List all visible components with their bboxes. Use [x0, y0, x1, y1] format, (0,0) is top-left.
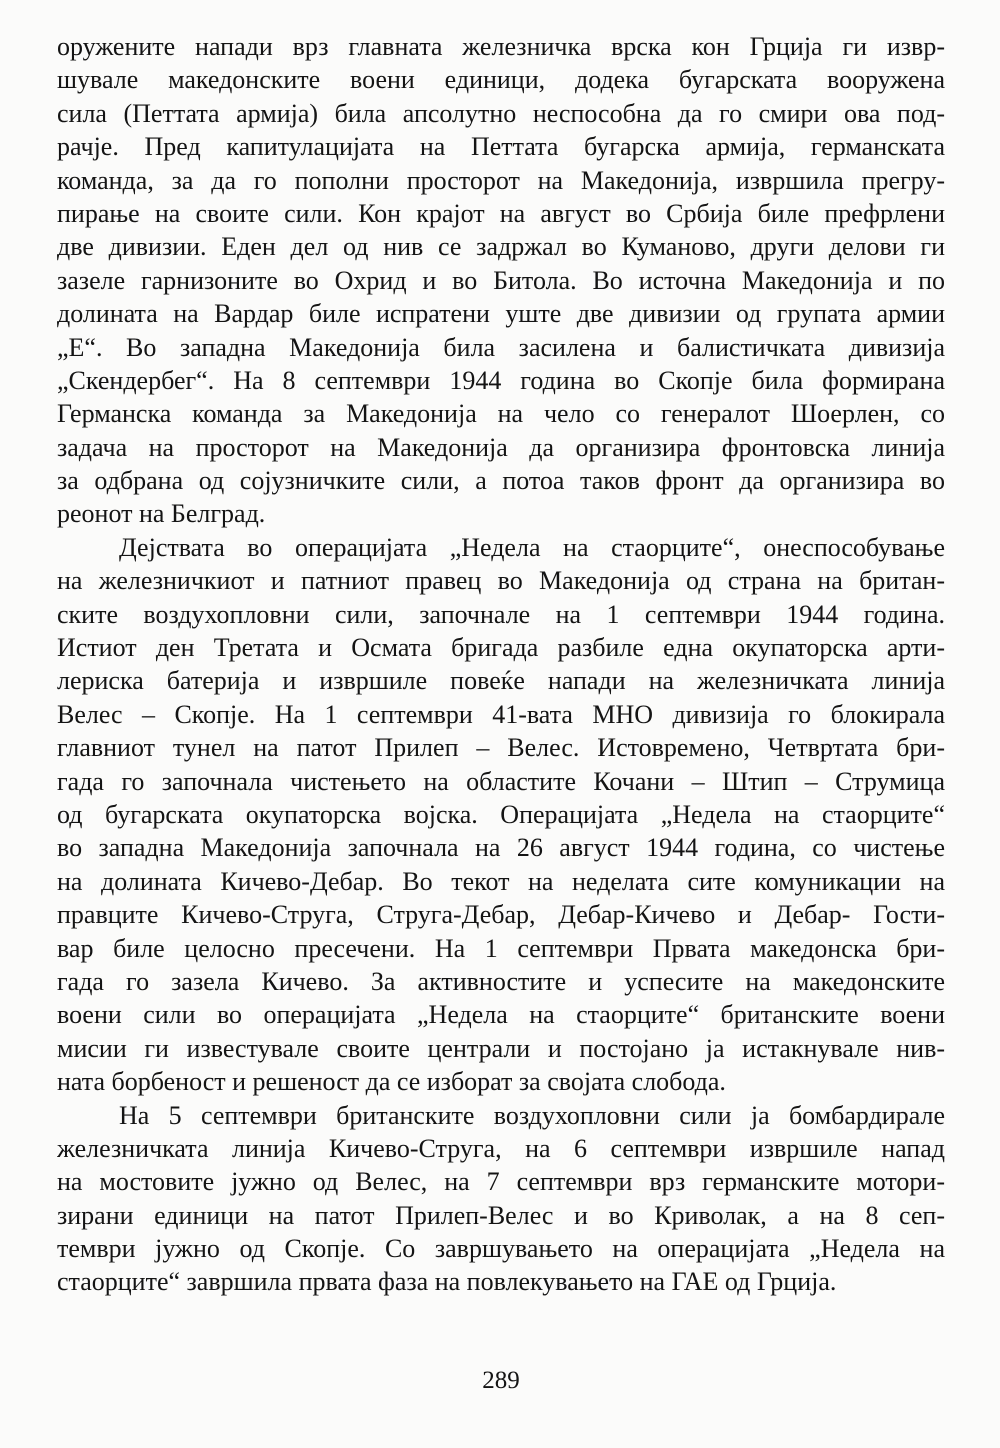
text-line: на долината Кичево-Дебар. Во текот на неделата сите комуникации на [57, 866, 945, 896]
text-line: сила (Петтата армија) била апсолутно неспособна да го смири ова под- [57, 98, 945, 128]
text-line: реонот на Белград. [57, 499, 266, 529]
text-line: Германска команда за Македонија на чело со генералот Шоерлен, со [57, 399, 945, 429]
text-line: ските воздухопловни сили, започнале на 1 септември 1944 година. [57, 599, 945, 629]
text-line: за одбрана од сојузничките сили, а потоа таков фронт да организира во [57, 466, 945, 496]
text-line: тември јужно од Скопје. Со завршувањето на операцијата „Недела на [57, 1234, 945, 1264]
text-line: стаорците“ завршила првата фаза на повлекувањето на ГАЕ од Грција. [57, 1267, 837, 1297]
text-line: рачје. Пред капитулацијата на Петтата бугарска армија, германската [57, 132, 945, 162]
text-line: на железничкиот и патниот правец во Македонија од страна на британ- [57, 566, 945, 596]
text-line: мисии ги известувале своите централи и постојано ја истакнувале нив- [57, 1033, 945, 1063]
text-line: ната борбеност и решеност да се изборат за својата слобода. [57, 1067, 726, 1097]
body-text-block [57, 30, 945, 1299]
text-line: задача на просторот на Македонија да организира фронтовска линија [57, 432, 945, 462]
text-line: Велес – Скопје. На 1 септември 41-вата МНО дивизија го блокирала [57, 699, 945, 729]
text-line: пирање на своите сили. Кон крајот на август во Србија биле префрлени [57, 198, 945, 228]
text-line: железничката линија Кичево-Струга, на 6 септември извршиле напад [57, 1133, 945, 1163]
text-line: зазеле гарнизоните во Охрид и во Битола. Во источна Македонија и по [57, 265, 945, 295]
text-line: „Е“. Во западна Македонија била засилена и балистичката дивизија [57, 332, 945, 362]
text-line: вар биле целосно пресечени. На 1 септември Првата македонска бри- [57, 933, 945, 963]
page-number: 289 [482, 1367, 520, 1394]
text-line: долината на Вардар биле испратени уште две дивизии од групата армии [57, 299, 945, 329]
text-line: во западна Македонија започнала на 26 август 1944 година, со чистење [57, 833, 945, 863]
text-line: гада го зазела Кичево. За активностите и успесите на македонските [57, 966, 945, 996]
text-line: Истиот ден Третата и Осмата бригада разбиле една окупаторска арти- [57, 633, 945, 663]
text-line: оружените напади врз главната железничка врска кон Грција ги извр- [57, 32, 945, 61]
paragraph [57, 531, 945, 1099]
paragraph [57, 30, 945, 531]
text-line: воени сили во операцијата „Недела на стаорците“ британските воени [57, 1000, 945, 1030]
text-line: „Скендербег“. На 8 септември 1944 година во Скопје била формирана [57, 365, 945, 395]
text-line: На 5 септември британските воздухопловни сили ја бомбардирале [119, 1100, 945, 1130]
text-line: две дивизии. Еден дел од нив се задржал во Куманово, други делови ги [57, 232, 945, 262]
text-line: главниот тунел на патот Прилеп – Велес. Истовремено, Четвртата бри- [57, 733, 945, 763]
text-line: Дејствата во операцијата „Недела на стаорците“, онеспособување [119, 532, 945, 562]
text-line: зирани единици на патот Прилеп-Велес и во Криволак, а на 8 сеп- [57, 1200, 945, 1230]
paragraph [57, 1099, 945, 1299]
text-line: шувале македонските воени единици, додека бугарската вооружена [57, 65, 945, 95]
text-line: лериска батерија и извршиле повеќе напади на железничката линија [57, 666, 945, 696]
text-line: од бугарската окупаторска војска. Операцијата „Недела на стаорците“ [57, 799, 945, 829]
text-line: гада го започнала чистењето на областите Кочани – Штип – Струмица [57, 766, 945, 796]
text-line: на мостовите јужно од Велес, на 7 септември врз германските мотори- [57, 1167, 945, 1197]
text-line: правците Кичево-Струга, Струга-Дебар, Дебар-Кичево и Дебар- Гости- [57, 900, 945, 930]
text-line: команда, за да го пополни просторот на Македонија, извршила прегру- [57, 165, 945, 195]
